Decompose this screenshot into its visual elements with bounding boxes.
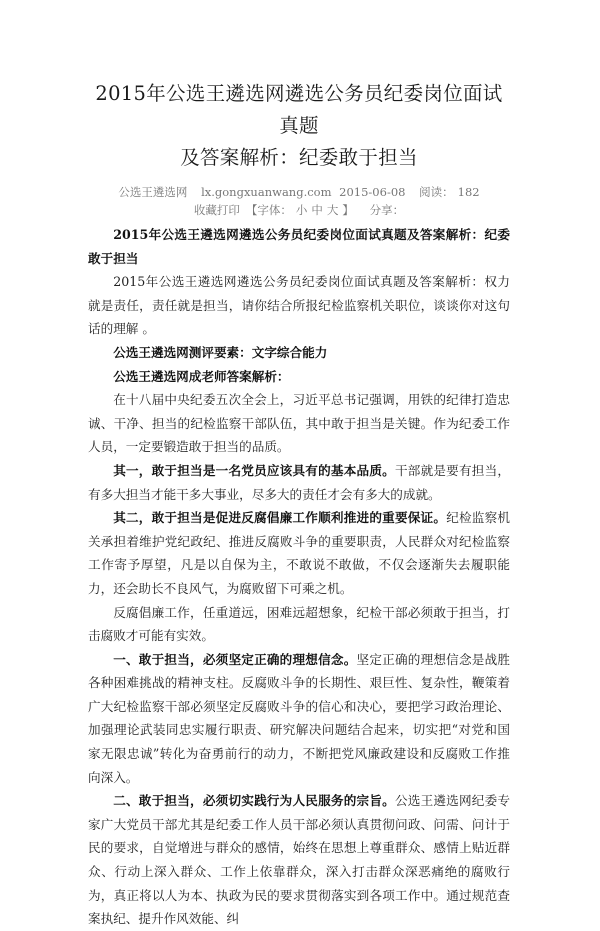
meta-views-count: 182 — [457, 185, 480, 199]
font-medium-link[interactable]: 中 — [311, 203, 323, 217]
article-headline: 2015年公选王遴选网遴选公务员纪委岗位面试真题及答案解析：纪委敢于担当 — [88, 227, 510, 266]
font-large-link[interactable]: 大 — [326, 203, 339, 217]
share-label[interactable]: 分享： — [369, 203, 405, 217]
point2-bold: 其二，敢于担当是促进反腐倡廉工作顺利推进的重要保证。 — [113, 510, 447, 526]
eval-heading: 公选王遴选网测评要素：文字综合能力 — [113, 344, 328, 360]
answer-heading: 公选王遴选网成老师答案解析： — [113, 368, 290, 384]
font-label: 【字体： — [245, 203, 292, 217]
point1-paragraph — [88, 459, 510, 506]
article-title-line2: 及答案解析：纪委敢于担当 — [180, 146, 418, 169]
article-body — [88, 223, 510, 931]
meta-url: lx.gongxuanwang.com — [201, 185, 332, 199]
intro-paragraph: 在十八届中央纪委五次全会上，习近平总书记强调，用铁的纪律打造忠诚、干净、担当的纪检监察干部队伍，其中敢于担当是关键。作为纪委工作人员，一定要锻造敢于担当的品质。 — [88, 392, 510, 455]
question-paragraph: 2015年公选王遴选网遴选公务员纪委岗位面试真题及答案解析：权力就是责任，责任就是担当，请你结合所报纪检监察机关职位，谈谈你对这句话的理解 。 — [88, 274, 510, 337]
article-meta — [88, 183, 510, 219]
font-size-control — [244, 203, 356, 217]
font-small-link[interactable]: 小 — [295, 203, 308, 217]
meta-date: 2015-06-08 — [339, 185, 406, 199]
point1-bold: 其一，敢于担当是一名党员应该具有的基本品质。 — [113, 462, 395, 478]
meta-line2 — [88, 201, 510, 219]
transition-paragraph: 反腐倡廉工作，任重道远，困难远超想象，纪检干部必须敢于担当，打击腐败才可能有实效。 — [88, 604, 510, 644]
section1-text: 坚定正确的理想信念是战胜各种困难挑战的精神支柱。反腐败斗争的长期性、艰巨性、复杂性，鞭策着广大纪检监察干部必须坚定反腐败斗争的信心和决心，要把学习政治理论、加强理论武装同忠实履行职责、研究解决问题结合起来，切实把“对党和国家无限忠诚”转化为奋勇前行的动力，不断把党风廉政建设和反腐败工作推向深入。 — [88, 651, 511, 785]
point1-text: 干部就是要有担当，有多大担当才能干多大事业，尽多大的责任才会有多大的成就。 — [88, 462, 511, 502]
section2-paragraph — [88, 789, 510, 931]
point2-paragraph — [88, 506, 510, 600]
article-title-line1: 2015年公选王遴选网遴选公务员纪委岗位面试真题 — [95, 82, 503, 137]
article-title — [88, 78, 510, 174]
section2-text: 公选王遴选网纪委专家广大党员干部尤其是纪委工作人员干部必须认真贯彻问政、问需、问计于民的要求，自觉增进与群众的感情，始终在思想上尊重群众、感情上贴近群众、行动上深入群众、工作上依靠群众，深入打击群众深恶痛绝的腐败行为，真正将以人为本、执政为民的要求贯彻落实到各项工作中。通过规范查案执纪、提升作风效能、纠 — [88, 793, 511, 927]
meta-source: 公选王遴选网 — [118, 185, 188, 199]
meta-views-label: 阅读： — [419, 185, 454, 199]
section1-bold: 一、敢于担当，必须坚定正确的理想信念。 — [113, 651, 357, 667]
favorite-print-link[interactable]: 收藏打印 — [193, 203, 240, 217]
article-page — [88, 0, 510, 931]
point2-text: 纪检监察机关承担着维护党纪政纪、推进反腐败斗争的重要职责，人民群众对纪检监察工作寄予厚望，凡是以自保为主，不敢说不敢做，不仅会逐渐失去履职能力，还会助长不良风气，为腐败留下可乘之机。 — [88, 510, 511, 596]
font-close: 】 — [342, 203, 354, 217]
section2-bold: 二、敢于担当，必须切实践行为人民服务的宗旨。 — [113, 793, 395, 809]
meta-line1 — [88, 183, 510, 201]
section1-paragraph — [88, 648, 510, 790]
